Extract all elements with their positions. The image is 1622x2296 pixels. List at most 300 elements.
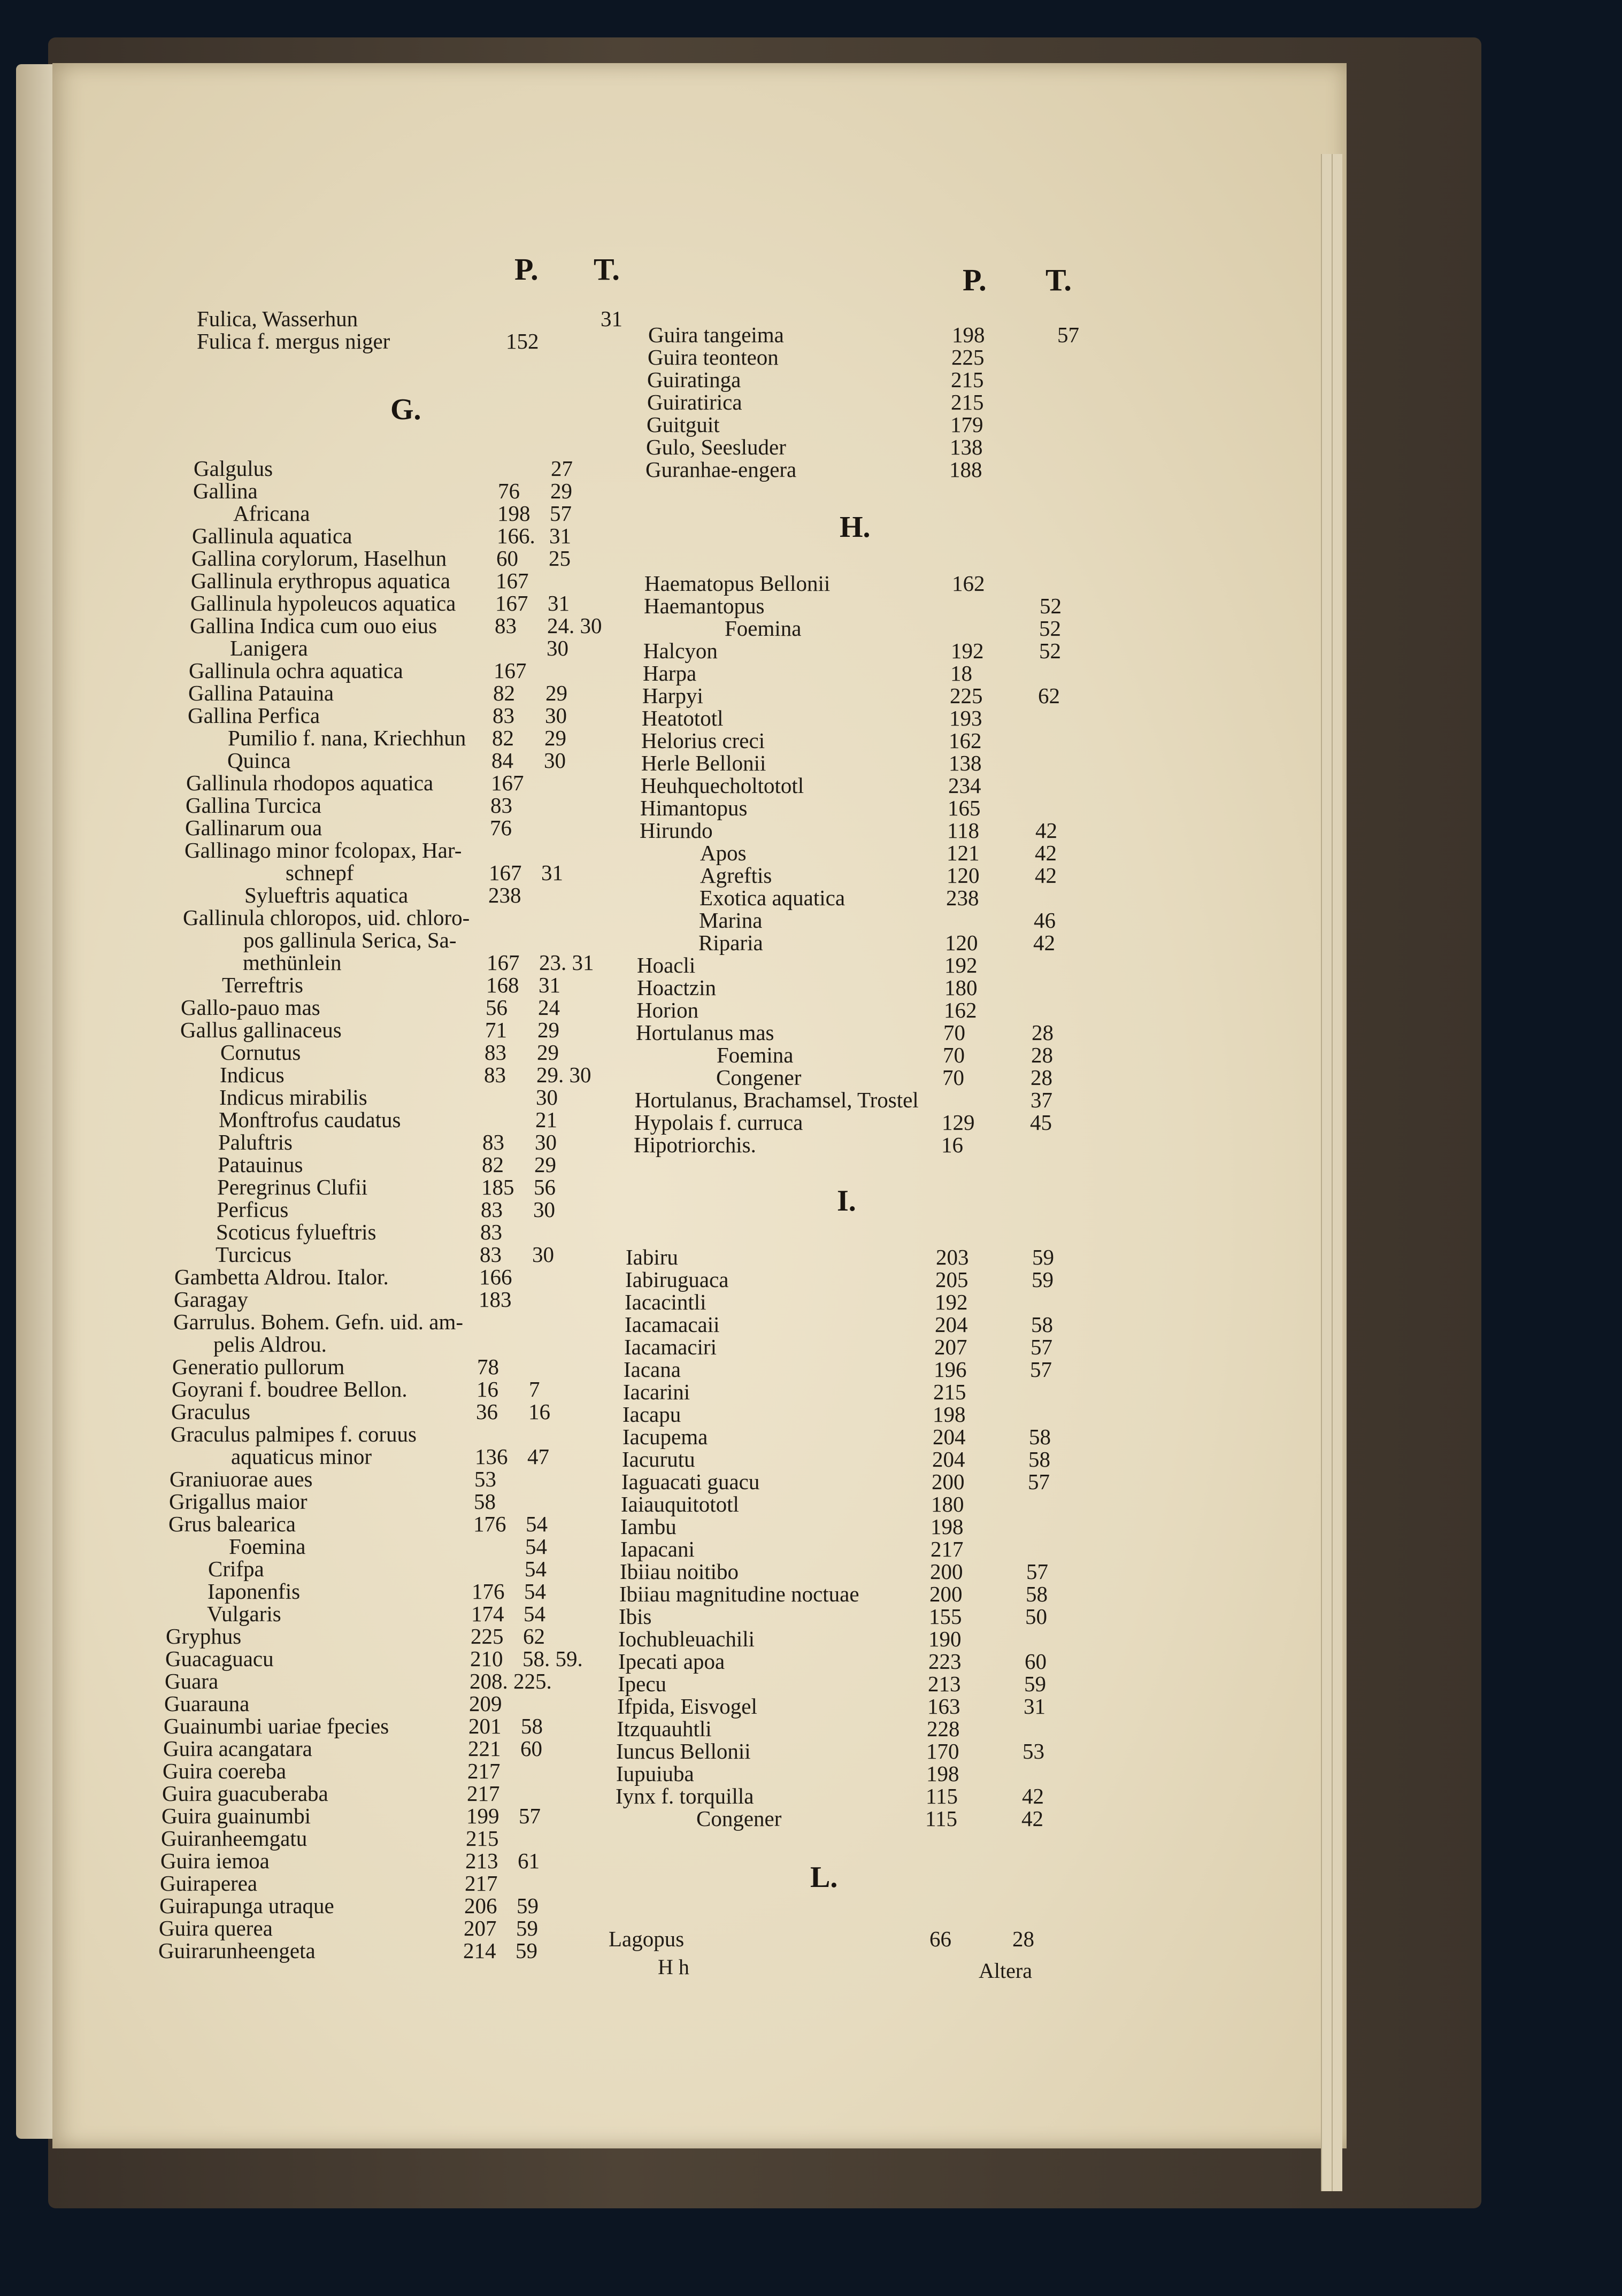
entry-p-number: 217 — [467, 1759, 501, 1783]
entry-name: schnepf — [286, 860, 354, 885]
entry-t-number: 58 — [521, 1714, 543, 1738]
entry-p-number: 200 — [930, 1559, 963, 1584]
entry-t-number: 21 — [535, 1107, 557, 1132]
entry-name: Guira acangatara — [163, 1736, 312, 1761]
entry-p-number: 228 — [927, 1716, 960, 1741]
entry-t-number: 30 — [544, 748, 566, 773]
entry-name: Haemantopus — [644, 594, 765, 618]
entry-t-number: 54 — [525, 1557, 547, 1581]
entry-name: Agreftis — [700, 863, 772, 888]
entry-name: Grus balearica — [168, 1512, 296, 1536]
page-edge-strip — [1321, 154, 1332, 2191]
entry-name: Ipecati apoa — [618, 1649, 725, 1674]
entry-t-number: 61 — [518, 1848, 540, 1873]
entry-name: Grigallus maior — [169, 1489, 308, 1514]
entry-t-number: 46 — [1034, 908, 1056, 933]
entry-name: aquaticus minor — [231, 1444, 372, 1469]
entry-p-number: 71 — [485, 1018, 507, 1042]
entry-name: Galgulus — [194, 456, 273, 481]
entry-p-number: 82 — [492, 726, 514, 750]
entry-p-number: 118 — [947, 818, 979, 843]
entry-t-number: 59 — [517, 1893, 539, 1918]
entry-t-number: 59 — [1024, 1671, 1046, 1696]
entry-p-number: 204 — [932, 1447, 965, 1471]
entry-name: Hipotriorchis. — [634, 1132, 756, 1157]
entry-t-number: 24 — [538, 995, 560, 1020]
entry-name: Gallo-pauo mas — [181, 995, 320, 1020]
entry-p-number: 56 — [486, 995, 508, 1020]
entry-t-number: 57 — [519, 1804, 541, 1828]
left-t-header: T. — [594, 252, 620, 287]
entry-name: Congener — [716, 1065, 802, 1090]
entry-t-number: 42 — [1033, 930, 1055, 955]
entry-t-number: 50 — [1025, 1604, 1047, 1629]
entry-p-number: 238 — [946, 885, 979, 910]
entry-name: Iapacani — [620, 1537, 695, 1561]
entry-t-number: 28 — [1012, 1927, 1034, 1951]
entry-t-number: 28 — [1032, 1020, 1054, 1045]
entry-name: Garagay — [174, 1287, 248, 1312]
entry-p-number: 136 — [475, 1444, 508, 1469]
entry-name: Iuncus Bellonii — [616, 1739, 751, 1763]
entry-p-number: 170 — [926, 1739, 959, 1763]
entry-t-number: 37 — [1031, 1088, 1052, 1112]
entry-name: Iabiruguaca — [625, 1267, 729, 1292]
entry-p-number: 83 — [493, 703, 514, 728]
entry-p-number: 82 — [493, 681, 515, 705]
entry-name: Foemina — [229, 1534, 306, 1559]
entry-t-number: 42 — [1022, 1784, 1044, 1808]
entry-name: Guiratirica — [647, 390, 742, 414]
entry-p-number: 238 — [488, 883, 521, 907]
entry-p-number: 162 — [944, 998, 977, 1022]
entry-p-number: 225 — [471, 1624, 504, 1648]
entry-t-number: 59 — [516, 1916, 538, 1940]
entry-name: Guara — [165, 1669, 219, 1693]
entry-p-number: 115 — [925, 1806, 957, 1831]
entry-t-number: 29 — [544, 726, 566, 750]
entry-p-number: 166. — [497, 523, 535, 548]
entry-p-number: 167 — [495, 591, 528, 615]
entry-p-number: 174 — [471, 1601, 504, 1626]
entry-p-number: 168 — [486, 973, 519, 997]
entry-p-number: 214 — [463, 1938, 496, 1963]
entry-p-number: 129 — [942, 1110, 975, 1135]
entry-t-number: 7 — [529, 1377, 540, 1401]
entry-p-number: 70 — [942, 1065, 964, 1090]
entry-t-number: 29 — [534, 1152, 556, 1177]
entry-p-number: 66 — [929, 1927, 951, 1951]
entry-t-number: 62 — [1038, 683, 1060, 708]
entry-p-number: 76 — [498, 479, 520, 503]
entry-name: Perficus — [217, 1197, 289, 1222]
entry-t-number: 42 — [1021, 1806, 1043, 1831]
entry-p-number: 120 — [947, 863, 980, 888]
entry-name: Gallus gallinaceus — [180, 1018, 342, 1042]
entry-name: Riparia — [698, 930, 763, 955]
entry-p-number: 120 — [945, 930, 978, 955]
entry-t-number: 59 — [1032, 1267, 1054, 1292]
entry-p-number: 83 — [480, 1220, 502, 1244]
entry-name: Gallina corylorum, Haselhun — [191, 546, 447, 571]
entry-name: Guira coereba — [163, 1759, 287, 1783]
entry-p-number: 121 — [947, 841, 980, 865]
entry-p-number: 190 — [928, 1627, 962, 1651]
entry-p-number: 166 — [479, 1265, 512, 1289]
entry-name: Lanigera — [230, 636, 308, 660]
entry-t-number: 42 — [1035, 818, 1057, 843]
entry-p-number: 165 — [948, 796, 981, 820]
entry-name: Gallinula aquatica — [192, 523, 352, 548]
entry-t-number: 23. 31 — [539, 950, 594, 975]
entry-name: Iambu — [620, 1514, 677, 1539]
entry-p-number: 213 — [465, 1848, 498, 1873]
entry-name: Iochubleuachili — [618, 1627, 755, 1651]
entry-name: Hirundo — [640, 818, 713, 843]
entry-name: Guarauna — [164, 1691, 250, 1716]
entry-t-number: 28 — [1031, 1043, 1053, 1067]
entry-name: Gallina Turcica — [186, 793, 321, 818]
entry-name: Indicus mirabilis — [219, 1085, 367, 1110]
entry-p-number: 204 — [935, 1312, 968, 1337]
entry-name: Congener — [696, 1806, 782, 1831]
entry-p-number: 82 — [482, 1152, 504, 1177]
entry-p-number: 179 — [950, 412, 983, 437]
entry-p-number: 215 — [951, 367, 984, 392]
entry-name: Peregrinus Clufii — [217, 1175, 368, 1199]
entry-p-number: 83 — [481, 1197, 503, 1222]
entry-p-number: 167 — [496, 568, 529, 593]
entry-name: Himantopus — [640, 796, 748, 820]
entry-name: Hoactzin — [637, 975, 716, 1000]
entry-name: Foemina — [717, 1043, 794, 1067]
entry-p-number: 215 — [466, 1826, 499, 1851]
section-letter: I. — [837, 1184, 856, 1218]
entry-name: Patauinus — [218, 1152, 303, 1177]
entry-p-number: 36 — [476, 1399, 498, 1424]
entry-name: Turcicus — [216, 1242, 291, 1267]
entry-name: Monftrofus caudatus — [219, 1107, 401, 1132]
entry-t-number: 57 — [1031, 1335, 1052, 1359]
entry-t-number: 30 — [532, 1242, 554, 1267]
entry-p-number: 208. 225. — [470, 1669, 552, 1693]
catchword: Altera — [979, 1959, 1032, 1983]
entry-p-number: 53 — [474, 1467, 496, 1491]
entry-p-number: 83 — [495, 613, 517, 638]
entry-name: Garrulus. Bohem. Gefn. uid. am- — [173, 1309, 463, 1334]
entry-p-number: 70 — [943, 1043, 965, 1067]
entry-name: Gallina Perfica — [188, 703, 320, 728]
entry-p-number: 152 — [506, 329, 539, 353]
entry-name: Guiraperea — [160, 1871, 258, 1896]
entry-p-number: 217 — [467, 1781, 500, 1806]
entry-name: Iabiru — [626, 1245, 678, 1269]
entry-p-number: 223 — [928, 1649, 962, 1674]
entry-p-number: 204 — [933, 1424, 966, 1449]
entry-p-number: 180 — [944, 975, 978, 1000]
entry-t-number: 57 — [1028, 1469, 1050, 1494]
entry-t-number: 30 — [547, 636, 568, 660]
entry-p-number: 198 — [497, 501, 531, 526]
entry-name: Iaponenfis — [207, 1579, 301, 1604]
entry-name: Gambetta Aldrou. Italor. — [174, 1265, 389, 1289]
entry-p-number: 83 — [482, 1130, 504, 1154]
entry-name: Marina — [699, 908, 763, 933]
entry-name: pos gallinula Serica, Sa- — [243, 928, 457, 952]
entry-name: Iynx f. torquilla — [616, 1784, 754, 1808]
entry-t-number: 31 — [539, 973, 560, 997]
section-letter: L. — [810, 1861, 838, 1894]
entry-name: Ibiiau magnitudine noctuae — [619, 1582, 859, 1606]
entry-p-number: 192 — [935, 1290, 968, 1314]
entry-p-number: 60 — [496, 546, 518, 571]
entry-t-number: 29. 30 — [536, 1062, 591, 1087]
entry-p-number: 225 — [951, 345, 985, 369]
entry-name: Foemina — [725, 616, 802, 641]
entry-p-number: 198 — [933, 1402, 966, 1427]
entry-p-number: 76 — [490, 815, 512, 840]
entry-t-number: 53 — [1023, 1739, 1044, 1763]
entry-name: Gallinula erythropus aquatica — [191, 568, 450, 593]
entry-name: Africana — [233, 501, 310, 526]
entry-p-number: 183 — [479, 1287, 512, 1312]
entry-p-number: 163 — [927, 1694, 960, 1719]
entry-p-number: 18 — [950, 661, 972, 685]
entry-name: Guainumbi uariae fpecies — [164, 1714, 389, 1738]
entry-name: Cornutus — [220, 1040, 301, 1065]
entry-p-number: 138 — [949, 751, 982, 775]
entry-name: Crifpa — [208, 1557, 264, 1581]
entry-name: Haematopus Bellonii — [644, 571, 831, 596]
entry-p-number: 234 — [948, 773, 981, 798]
signature-mark: H h — [658, 1955, 689, 1979]
entry-name: Iaguacati guacu — [621, 1469, 760, 1494]
entry-p-number: 16 — [941, 1132, 963, 1157]
entry-name: Iacurutu — [622, 1447, 695, 1471]
entry-t-number: 31 — [549, 523, 571, 548]
entry-name: Graculus — [171, 1399, 251, 1424]
entry-p-number: 215 — [933, 1380, 966, 1404]
entry-name: Guirarunheengeta — [158, 1938, 316, 1963]
entry-p-number: 199 — [466, 1804, 499, 1828]
entry-t-number: 31 — [541, 860, 563, 885]
entry-t-number: 27 — [551, 456, 573, 481]
entry-name: Guiranheemgatu — [161, 1826, 308, 1851]
entry-p-number: 188 — [949, 457, 982, 482]
entry-t-number: 62 — [523, 1624, 545, 1648]
entry-name: Helorius creci — [641, 728, 765, 753]
entry-p-number: 83 — [480, 1242, 502, 1267]
entry-t-number: 31 — [601, 306, 622, 331]
entry-name: Guira querea — [159, 1916, 273, 1940]
entry-name: Iacapu — [622, 1402, 681, 1427]
entry-t-number: 29 — [537, 1040, 559, 1065]
entry-t-number: 31 — [1024, 1694, 1046, 1719]
entry-p-number: 167 — [489, 860, 522, 885]
entry-t-number: 58 — [1029, 1424, 1051, 1449]
entry-p-number: 167 — [491, 771, 524, 795]
entry-name: Gallina — [193, 479, 258, 503]
entry-name: Ibis — [619, 1604, 652, 1629]
entry-name: Iacamaciri — [624, 1335, 717, 1359]
entry-name: Pumilio f. nana, Kriechhun — [228, 726, 466, 750]
entry-p-number: 196 — [934, 1357, 967, 1382]
entry-t-number: 54 — [524, 1601, 545, 1626]
entry-name: Guira guacuberaba — [162, 1781, 328, 1806]
entry-name: Scoticus fylueftris — [216, 1220, 376, 1244]
entry-p-number: 192 — [944, 953, 978, 977]
entry-name: Guacaguacu — [165, 1646, 274, 1671]
entry-t-number: 56 — [534, 1175, 556, 1199]
entry-p-number: 83 — [490, 793, 512, 818]
entry-t-number: 45 — [1030, 1110, 1052, 1135]
entry-t-number: 52 — [1040, 594, 1062, 618]
entry-t-number: 57 — [550, 501, 572, 526]
entry-p-number: 185 — [481, 1175, 514, 1199]
entry-name: Itzquauhtli — [617, 1716, 712, 1741]
entry-p-number: 207 — [464, 1916, 497, 1940]
entry-name: Gallinula ochra aquatica — [189, 658, 403, 683]
entry-name: methünlein — [243, 950, 342, 975]
entry-p-number: 198 — [926, 1761, 959, 1786]
entry-name: Harpyi — [642, 683, 703, 708]
entry-name: Horion — [636, 998, 699, 1022]
entry-name: Generatio pullorum — [172, 1354, 345, 1379]
entry-name: Quinca — [227, 748, 291, 773]
entry-t-number: 57 — [1026, 1559, 1048, 1584]
left-p-header: P. — [514, 252, 539, 287]
entry-t-number: 57 — [1030, 1357, 1052, 1382]
entry-name: Ibiiau noitibo — [620, 1559, 739, 1584]
entry-name: Exotica aquatica — [699, 885, 845, 910]
entry-name: Iacupema — [622, 1424, 708, 1449]
entry-name: Lagopus — [609, 1927, 685, 1951]
entry-t-number: 47 — [527, 1444, 549, 1469]
entry-name: Terreftris — [222, 973, 303, 997]
entry-p-number: 201 — [468, 1714, 502, 1738]
entry-name: Graniuorae aues — [170, 1467, 313, 1491]
entry-t-number: 30 — [536, 1085, 558, 1110]
entry-name: Iacarini — [623, 1380, 690, 1404]
entry-name: Guranhae-engera — [645, 457, 797, 482]
entry-name: Gryphus — [166, 1624, 242, 1648]
right-p-header: P. — [963, 263, 987, 297]
entry-p-number: 162 — [952, 571, 985, 596]
entry-t-number: 42 — [1035, 841, 1057, 865]
entry-t-number: 31 — [548, 591, 570, 615]
entry-name: Gallinago minor fcolopax, Har- — [185, 838, 462, 862]
entry-name: Graculus palmipes f. coruus — [171, 1422, 417, 1446]
previous-page-edge — [16, 64, 53, 2139]
right-t-header: T. — [1046, 263, 1072, 297]
entry-name: Gallinula hypoleucos aquatica — [190, 591, 456, 615]
entry-name: Heuhquecholtototl — [641, 773, 804, 798]
entry-name: Apos — [700, 841, 747, 865]
entry-p-number: 215 — [951, 390, 984, 414]
entry-p-number: 84 — [491, 748, 513, 773]
entry-t-number: 42 — [1035, 863, 1057, 888]
entry-t-number: 60 — [1025, 1649, 1047, 1674]
entry-p-number: 167 — [487, 950, 520, 975]
entry-p-number: 225 — [950, 683, 983, 708]
entry-p-number: 176 — [473, 1512, 506, 1536]
entry-name: Guitguit — [647, 412, 720, 437]
entry-t-number: 52 — [1039, 616, 1061, 641]
entry-name: Gallina Indica cum ouo eius — [190, 613, 437, 638]
entry-p-number: 198 — [952, 322, 985, 347]
page-edge-strip — [1332, 154, 1342, 2191]
entry-name: Fulica, Wasserhun — [197, 306, 358, 331]
entry-t-number: 54 — [526, 1512, 548, 1536]
entry-t-number: 30 — [545, 703, 567, 728]
entry-t-number: 58 — [1028, 1447, 1050, 1471]
entry-p-number: 205 — [935, 1267, 968, 1292]
entry-p-number: 138 — [950, 435, 983, 459]
entry-t-number: 29 — [550, 479, 572, 503]
entry-t-number: 52 — [1039, 638, 1061, 663]
entry-name: Gallina Patauina — [188, 681, 334, 705]
entry-p-number: 155 — [929, 1604, 962, 1629]
entry-p-number: 221 — [468, 1736, 501, 1761]
entry-p-number: 180 — [931, 1492, 964, 1516]
entry-name: Guira tangeima — [648, 322, 784, 347]
entry-p-number: 167 — [494, 658, 527, 683]
entry-name: Halcyon — [643, 638, 718, 663]
entry-p-number: 198 — [931, 1514, 964, 1539]
entry-name: Iupuiuba — [616, 1761, 694, 1786]
entry-p-number: 193 — [949, 706, 982, 730]
entry-name: Goyrani f. boudree Bellon. — [172, 1377, 408, 1401]
entry-name: Hypolais f. curruca — [634, 1110, 803, 1135]
entry-t-number: 58. 59. — [522, 1646, 583, 1671]
entry-name: Hortulanus mas — [636, 1020, 774, 1045]
entry-name: Gulo, Seesluder — [646, 435, 786, 459]
entry-p-number: 209 — [469, 1691, 502, 1716]
entry-name: Fulica f. mergus niger — [197, 329, 390, 353]
entry-name: Ifpida, Eisvogel — [617, 1694, 757, 1719]
entry-name: Guira guainumbi — [162, 1804, 311, 1828]
entry-name: Gallinula rhodopos aquatica — [186, 771, 434, 795]
entry-t-number: 54 — [524, 1579, 546, 1604]
entry-name: Hoacli — [637, 953, 696, 977]
entry-name: Guiratinga — [647, 367, 741, 392]
entry-t-number: 59 — [1032, 1245, 1054, 1269]
entry-t-number: 59 — [516, 1938, 537, 1963]
entry-name: Iacamacaii — [625, 1312, 720, 1337]
entry-name: Iacana — [624, 1357, 681, 1382]
entry-name: Guirapunga utraque — [159, 1893, 334, 1918]
entry-p-number: 16 — [476, 1377, 498, 1401]
entry-t-number: 16 — [528, 1399, 550, 1424]
entry-p-number: 115 — [926, 1784, 958, 1808]
entry-p-number: 176 — [472, 1579, 505, 1604]
entry-t-number: 29 — [545, 681, 567, 705]
entry-p-number: 78 — [477, 1354, 499, 1379]
entry-name: Indicus — [220, 1062, 285, 1087]
entry-name: Gallinula chloropos, uid. chloro- — [183, 905, 470, 930]
entry-t-number: 24. 30 — [547, 613, 602, 638]
entry-p-number: 200 — [929, 1582, 963, 1606]
entry-p-number: 203 — [936, 1245, 969, 1269]
entry-name: Guira iemoa — [160, 1848, 270, 1873]
entry-name: Iacacintli — [625, 1290, 706, 1314]
entry-name: Herle Bellonii — [641, 751, 766, 775]
entry-t-number: 60 — [520, 1736, 542, 1761]
entry-name: Hortulanus, Brachamsel, Trostel — [635, 1088, 919, 1112]
entry-t-number: 57 — [1057, 322, 1079, 347]
entry-name: Ipecu — [618, 1671, 667, 1696]
entry-p-number: 83 — [485, 1040, 506, 1065]
